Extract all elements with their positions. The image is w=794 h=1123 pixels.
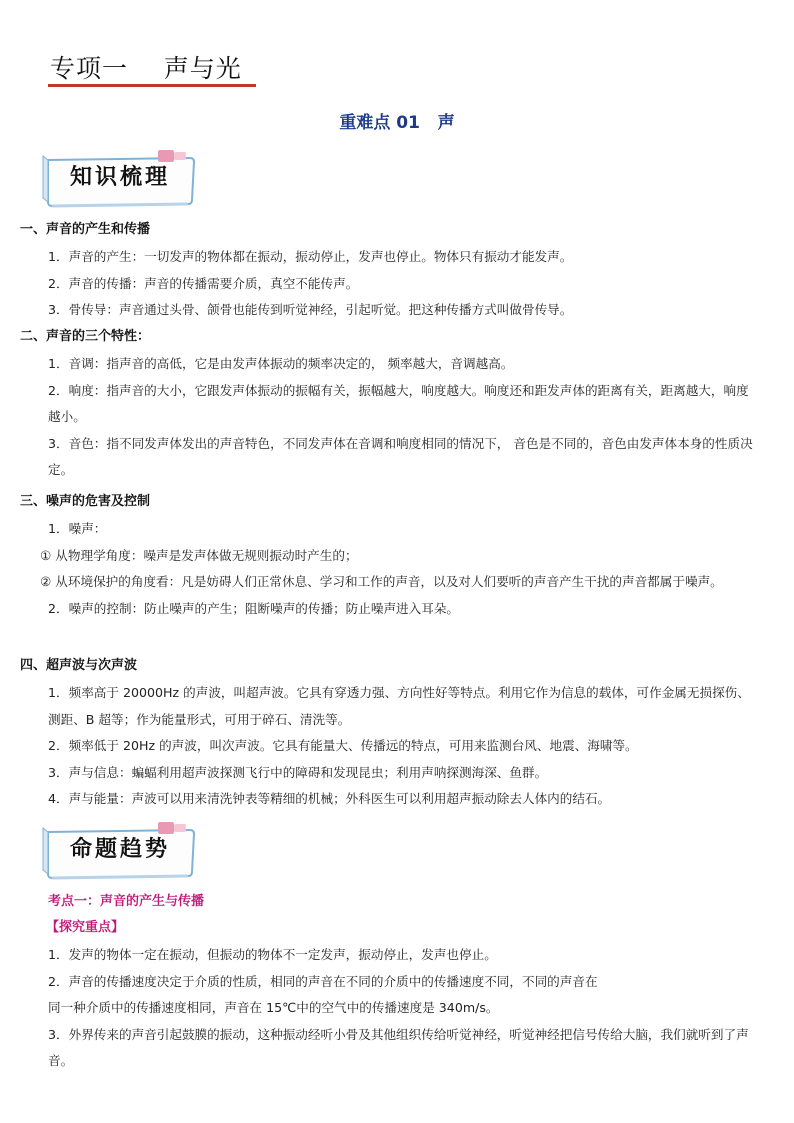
banner-knowledge-label: 知识梳理: [69, 164, 170, 190]
banner-knowledge: [40, 150, 200, 210]
title-underline: [48, 84, 256, 87]
list-item: 同一种介质中的传播速度相同，声音在 15℃中的空气中的传播速度是 340m/s。: [48, 1000, 499, 1015]
list-item: 2．声音的传播：声音的传播需要介质，真空不能传声。: [48, 275, 359, 291]
section-body: [40, 516, 754, 622]
list-item: 2．噪声的控制：防止噪声的产生；阻断噪声的传播；防止噪声进入耳朵。: [48, 600, 460, 616]
list-item: 2．声音的传播速度决定于介质的性质，相同的声音在不同的介质中的传播速度不同，不同的声音在: [48, 973, 598, 989]
section-heading: 三、噪声的危害及控制: [20, 494, 151, 509]
banner-trend-label: 命题趋势: [69, 836, 170, 862]
list-item: 3．声与信息：蝙蝠利用超声波探测飞行中的障碍和发现昆虫；利用声呐探测海深、鱼群。: [48, 764, 548, 780]
document-title: 专项一 声与光: [50, 54, 242, 83]
section-body: [48, 680, 754, 813]
list-item: 2．频率低于 20Hz 的声波，叫次声波。它具有能量大、传播远的特点，可用来监测台风、地震、海啸等。: [48, 738, 638, 753]
trend-body: [48, 942, 754, 1075]
kaodian-heading: 考点一：声音的产生与传播: [48, 894, 205, 909]
banner-trend: [40, 822, 200, 882]
list-item: 3．骨传导：声音通过头骨、颌骨也能传到听觉神经，引起听觉。把这种传播方式叫做骨传导。: [48, 302, 573, 317]
list-item: 1．频率高于 20000Hz 的声波，叫超声波。它具有穿透力强、方向性好等特点。利用它作为信息的载体，可作金属无损探伤、测距、B 超等；作为能量形式，可用于碎石、清洗等。: [48, 685, 750, 727]
list-item: 2．响度：指声音的大小，它跟发声体振动的振幅有关，振幅越大，响度越大。响度还和距发声体的距离有关，距离越大，响度越小。: [48, 382, 749, 424]
list-item: 1．声音的产生：一切发声的物体都在振动，振动停止，发声也停止。物体只有振动才能发声。: [48, 249, 573, 264]
section-body: [48, 244, 754, 324]
list-item: 3．外界传来的声音引起鼓膜的振动，这种振动经听小骨及其他组织传给听觉神经，听觉神经把信号传给大脑，我们就听到了声音。: [48, 1026, 749, 1068]
section-subtitle: 重难点 01 声: [339, 113, 455, 133]
list-item: 1．发声的物体一定在振动，但振动的物体不一定发声，振动停止，发声也停止。: [48, 947, 497, 962]
list-item: 1．音调：指声音的高低，它是由发声体振动的频率决定的， 频率越大，音调越高。: [48, 356, 514, 371]
list-item: 1．噪声：: [48, 521, 107, 536]
list-item: ① 从物理学角度：噪声是发声体做无规则振动时产生的；: [40, 547, 358, 563]
list-item: 3．音色：指不同发声体发出的声音特色，不同发声体在音调和响度相同的情况下， 音色是不同的，音色由发声体本身的性质决定。: [48, 435, 753, 477]
section-heading: 四、超声波与次声波: [20, 658, 138, 673]
section-body: [48, 351, 754, 484]
tanjiu-heading: 【探究重点】: [46, 920, 125, 935]
section-heading: 二、声音的三个特性：: [20, 329, 151, 344]
list-item: 4．声与能量：声波可以用来清洗钟表等精细的机械；外科医生可以利用超声振动除去人体内的结石。: [48, 791, 611, 806]
list-item: ② 从环境保护的角度看：凡是妨碍人们正常休息、学习和工作的声音，以及对人们要听的声音产生干扰的声音都属于噪声。: [40, 574, 723, 589]
section-heading: 一、声音的产生和传播: [20, 222, 151, 237]
